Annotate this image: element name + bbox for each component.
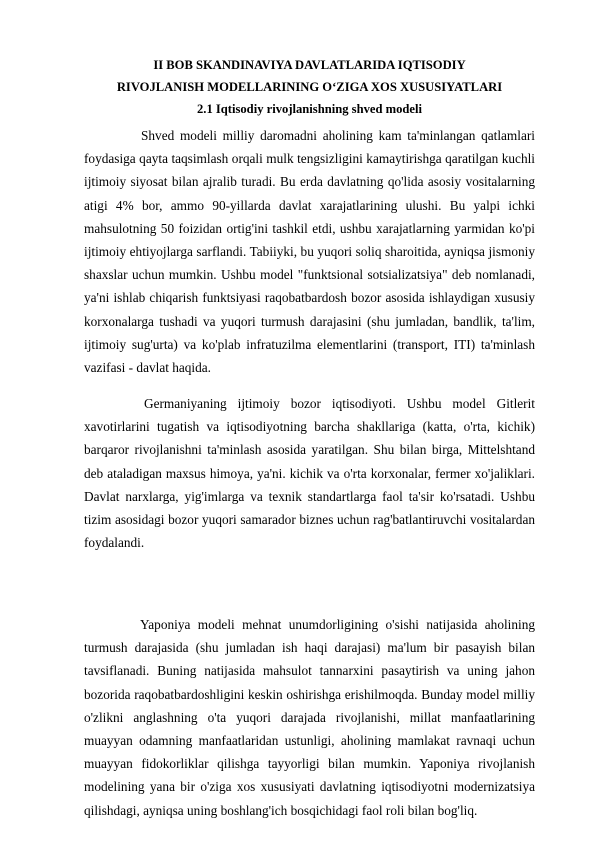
paragraph-german-model: Germaniyaning ijtimoiy bozor iqtisodiyoti. Ushbu model Gitlerit xavotirlarini tugatish va iqtisodiyotning barcha shakllariga (katta, o'rta, kichik) barqaror rivojlanishni ta'minlash asosida yaratilgan. Shu bilan birga, Mittelshtand deb ataladigan maxsus himoya, ya'ni. kichik va o'rta korxonalar, fermer xo'jaliklari. Davlat narxlarga, yig'imlarga va texnik standartlarga faol ta'sir ko'rsatadi. Ushbu tizim asosidagi bozor yuqori samarador biznes uchun rag'batlantiruvchi vositalardan foydalandi. bbox=[84, 396, 535, 551]
paragraph-japanese-model: Yaponiya modeli mehnat unumdorligining o'sishi natijasida aholining turmush darajasida (shu jumladan ish haqi darajasi) ma'lum bir pasayish bilan tavsiflanadi. Buning natijasida mahsulot tannarxini pasaytirish va uning jahon bozorida raqobatbardoshligini keskin oshirishga erishilmoqda. Bunday model milliy o'zlikni anglashning o'ta yuqori darajada rivojlanishi, millat manfaatlarining muayyan odamning manfaatlaridan ustunligi, aholining mamlakat ravnaqi uchun muayyan fidokorliklar qilishga tayyorligi bilan mumkin. Yaponiya rivojlanish modelining yana bir o'ziga xos xususiyati davlatning iqtisodiyotni modernizatsiya qilishdagi, ayniqsa uning boshlang'ich bosqichidagi faol roli bilan bog'liq. bbox=[84, 617, 535, 818]
section-title: 2.1 Iqtisodiy rivojlanishning shved modeli bbox=[197, 102, 422, 116]
chapter-title-line-1: II BOB SKANDINAVIYA DAVLATLARIDA IQTISODIY bbox=[153, 58, 466, 72]
chapter-title-line-2: RIVOJLANISH MODELLARINING O‘ZIGA XOS XUSUSIYATLARI bbox=[116, 80, 503, 94]
paragraph-swedish-model: Shved modeli milliy daromadni aholining kam ta'minlangan qatlamlari foydasiga qayta taqsimlash orqali mulk tengsizligini kamaytirishga qaratilgan kuchli ijtimoiy siyosat bilan ajralib turadi. Bu erda davlatning qo'lida asosiy vositalarning atigi 4% bor, ammo 90-yillarda davlat xarajatlarining ulushi. Bu yalpi ichki mahsulotning 50 foizidan ortig'ini tashkil etdi, ushbu xarajatlarning yarmidan ko'pi ijtimoiy ehtiyojlarga sarflandi. Tabiiyki, bu yuqori soliq sharoitida, ayniqsa jismoniy shaxslar uchun mumkin. Ushbu model "funktsional sotsializatsiya" deb nomlanadi, ya'ni ishlab chiqarish funktsiyasi raqobatbardosh bozor asosida ishlaydigan xususiy korxonalarga tushadi va yuqori turmush darajasini (shu jumladan, bandlik, ta'lim, ijtimoiy sug'urta) va ko'plab infratuzilma elementlarini (transport, ITI) ta'minlash vazifasi - davlat haqida. bbox=[84, 128, 535, 376]
